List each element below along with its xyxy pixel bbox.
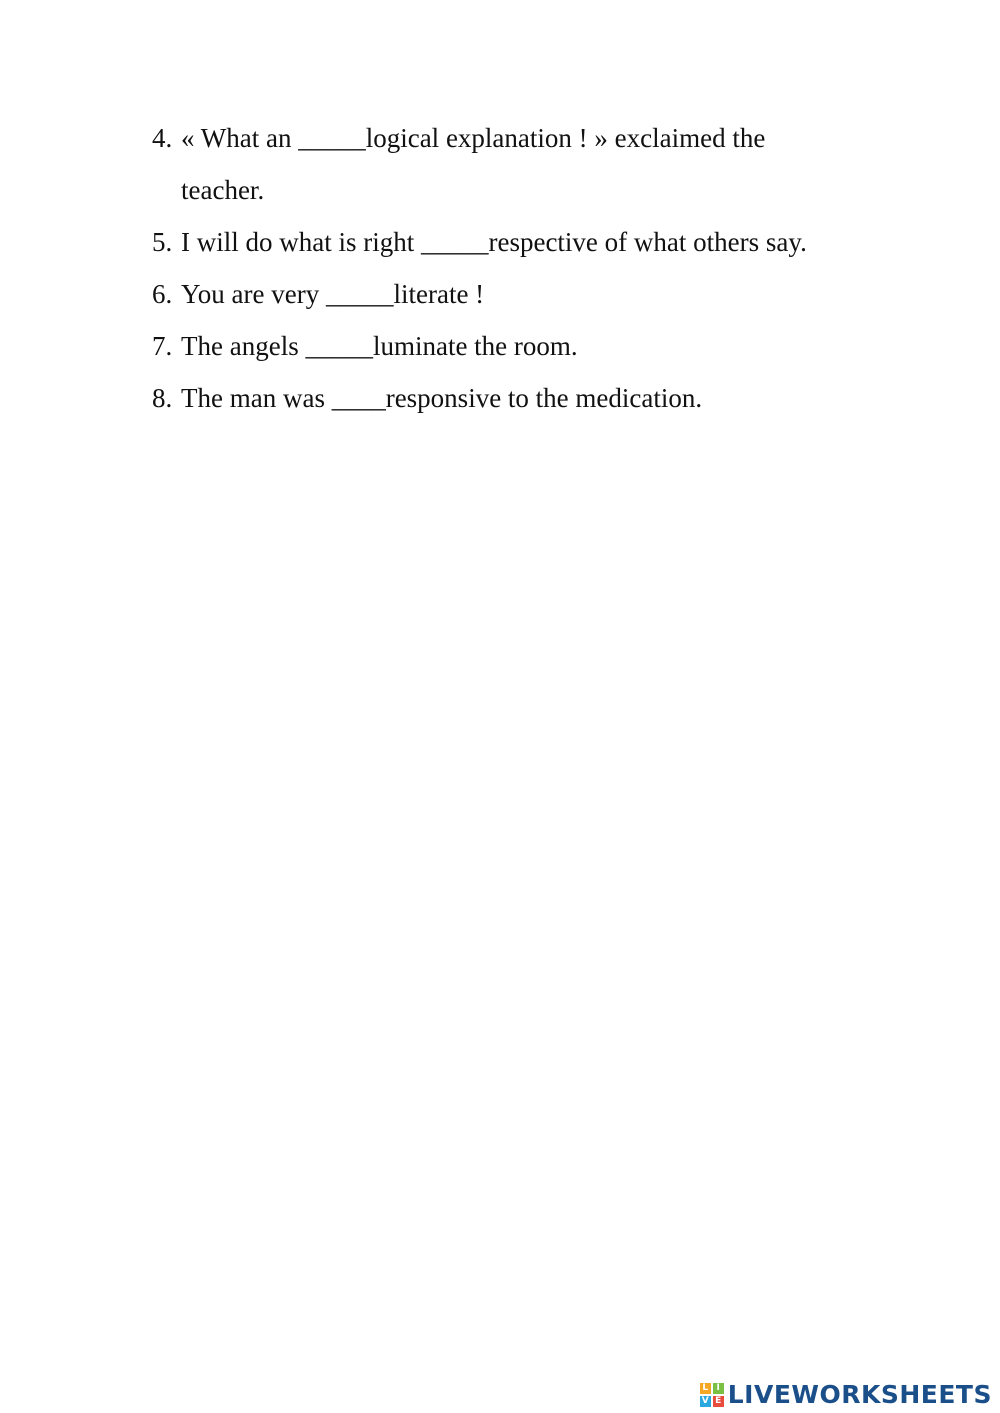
- logo-letter-e: E: [713, 1396, 724, 1407]
- item-sentence: The angels _____luminate the room.: [181, 331, 578, 361]
- exercise-item-5: [152, 216, 852, 268]
- logo-letter-l: L: [700, 1383, 711, 1394]
- exercise-item-7: [152, 320, 852, 372]
- item-number: 7.: [152, 331, 173, 361]
- liveworksheets-logo-icon: [700, 1383, 724, 1407]
- item-number: 5.: [152, 227, 173, 257]
- logo-letter-v: V: [700, 1396, 711, 1407]
- item-sentence: You are very _____literate !: [181, 279, 485, 309]
- item-sentence: The man was ____responsive to the medication.: [181, 383, 703, 413]
- worksheet-exercise: [152, 112, 852, 424]
- item-number: 6.: [152, 279, 173, 309]
- exercise-item-6: [152, 268, 852, 320]
- item-sentence: I will do what is right _____respective of what others say.: [181, 227, 807, 257]
- liveworksheets-watermark: [700, 1380, 992, 1409]
- exercise-item-4: [152, 112, 852, 216]
- brand-name: LIVEWORKSHEETS: [727, 1380, 992, 1409]
- item-number: 4.: [152, 123, 173, 153]
- exercise-item-8: [152, 372, 852, 424]
- logo-letter-i: I: [713, 1383, 724, 1394]
- item-number: 8.: [152, 383, 173, 413]
- item-sentence: « What an _____logical explanation ! » exclaimed the teacher.: [181, 123, 766, 205]
